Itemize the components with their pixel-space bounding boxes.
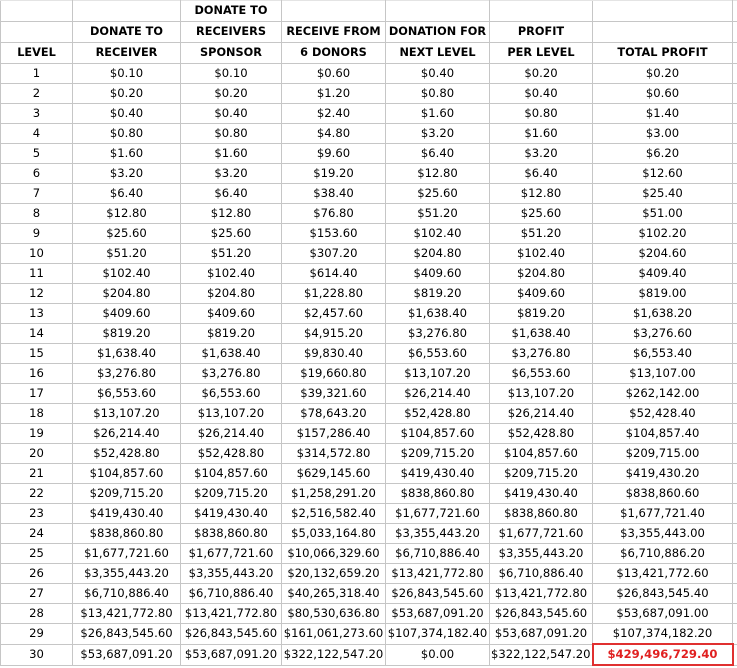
table-row	[1, 264, 737, 284]
donate-receiver-cell[interactable]: $0.80	[73, 124, 181, 144]
receive-donors-cell[interactable]: $19.20	[282, 164, 386, 184]
table-row	[1, 224, 737, 244]
level-cell[interactable]: 28	[1, 604, 73, 624]
receive-donors-cell[interactable]: $1,228.80	[282, 284, 386, 304]
next-level-cell[interactable]: $26,843,545.60	[386, 584, 490, 604]
next-level-cell[interactable]: $6,710,886.40	[386, 544, 490, 564]
next-level-cell[interactable]: $409.60	[386, 264, 490, 284]
empty-cell[interactable]	[733, 644, 737, 665]
total-profit-cell[interactable]: $409.40	[593, 264, 733, 284]
table-row	[1, 124, 737, 144]
total-profit-cell[interactable]: $3,355,443.00	[593, 524, 733, 544]
header-cell[interactable]: PER LEVEL	[490, 43, 593, 64]
level-cell[interactable]: 12	[1, 284, 73, 304]
next-level-cell[interactable]: $12.80	[386, 164, 490, 184]
donate-sponsor-cell[interactable]: $6,553.60	[181, 384, 282, 404]
total-profit-cell[interactable]: $53,687,091.00	[593, 604, 733, 624]
empty-cell[interactable]	[733, 104, 737, 124]
empty-cell[interactable]	[733, 524, 737, 544]
level-cell[interactable]: 27	[1, 584, 73, 604]
receive-donors-cell[interactable]: $2,457.60	[282, 304, 386, 324]
profit-per-level-cell[interactable]: $53,687,091.20	[490, 624, 593, 645]
table-row	[1, 184, 737, 204]
donate-receiver-cell[interactable]: $13,421,772.80	[73, 604, 181, 624]
profit-per-level-cell[interactable]: $26,214.40	[490, 404, 593, 424]
empty-cell[interactable]	[733, 604, 737, 624]
donate-sponsor-cell[interactable]: $25.60	[181, 224, 282, 244]
header-cell[interactable]: RECEIVE FROM	[282, 22, 386, 43]
donate-sponsor-cell[interactable]: $0.80	[181, 124, 282, 144]
donate-sponsor-cell[interactable]: $838,860.80	[181, 524, 282, 544]
level-cell[interactable]: 20	[1, 444, 73, 464]
header-cell[interactable]	[1, 22, 73, 43]
donate-sponsor-cell[interactable]: $51.20	[181, 244, 282, 264]
receive-donors-cell[interactable]: $20,132,659.20	[282, 564, 386, 584]
donate-receiver-cell[interactable]: $419,430.40	[73, 504, 181, 524]
empty-cell[interactable]	[733, 84, 737, 104]
next-level-cell[interactable]: $1.60	[386, 104, 490, 124]
table-row	[1, 344, 737, 364]
level-cell[interactable]: 9	[1, 224, 73, 244]
empty-cell[interactable]	[733, 224, 737, 244]
next-level-cell[interactable]: $26,214.40	[386, 384, 490, 404]
donate-receiver-cell[interactable]: $3,276.80	[73, 364, 181, 384]
next-level-cell[interactable]: $204.80	[386, 244, 490, 264]
donate-receiver-cell[interactable]: $1,638.40	[73, 344, 181, 364]
total-profit-cell[interactable]: $204.60	[593, 244, 733, 264]
profit-per-level-cell[interactable]: $1.60	[490, 124, 593, 144]
header-cell[interactable]: DONATE TO	[181, 1, 282, 22]
donate-receiver-cell[interactable]: $3.20	[73, 164, 181, 184]
donate-sponsor-cell[interactable]: $1,677,721.60	[181, 544, 282, 564]
profit-per-level-cell[interactable]: $6.40	[490, 164, 593, 184]
table-row	[1, 484, 737, 504]
empty-cell[interactable]	[733, 544, 737, 564]
donate-sponsor-cell[interactable]: $1,638.40	[181, 344, 282, 364]
table-header	[1, 1, 737, 64]
next-level-cell[interactable]: $209,715.20	[386, 444, 490, 464]
donate-sponsor-cell[interactable]: $53,687,091.20	[181, 644, 282, 665]
header-cell[interactable]: DONATE TO	[73, 22, 181, 43]
receive-donors-cell[interactable]: $322,122,547.20	[282, 644, 386, 665]
table-row	[1, 104, 737, 124]
level-cell[interactable]: 18	[1, 404, 73, 424]
receive-donors-cell[interactable]: $40,265,318.40	[282, 584, 386, 604]
total-profit-header[interactable]: TOTAL PROFIT	[593, 43, 733, 64]
header-cell[interactable]: NEXT LEVEL	[386, 43, 490, 64]
profit-per-level-cell[interactable]: $419,430.40	[490, 484, 593, 504]
donate-sponsor-cell[interactable]: $0.40	[181, 104, 282, 124]
empty-cell[interactable]	[733, 424, 737, 444]
total-profit-cell[interactable]: $819.00	[593, 284, 733, 304]
profit-per-level-cell[interactable]: $12.80	[490, 184, 593, 204]
donate-sponsor-cell[interactable]: $102.40	[181, 264, 282, 284]
donate-sponsor-cell[interactable]: $1.60	[181, 144, 282, 164]
table-row	[1, 284, 737, 304]
next-level-cell[interactable]: $104,857.60	[386, 424, 490, 444]
donate-receiver-cell[interactable]: $0.40	[73, 104, 181, 124]
donate-receiver-cell[interactable]: $204.80	[73, 284, 181, 304]
donate-receiver-cell[interactable]: $26,843,545.60	[73, 624, 181, 645]
donate-receiver-cell[interactable]: $209,715.20	[73, 484, 181, 504]
total-profit-cell[interactable]: $12.60	[593, 164, 733, 184]
next-level-cell[interactable]: $3,276.80	[386, 324, 490, 344]
empty-cell[interactable]	[733, 264, 737, 284]
header-cell[interactable]	[733, 1, 737, 22]
empty-cell[interactable]	[733, 144, 737, 164]
receive-donors-cell[interactable]: $4,915.20	[282, 324, 386, 344]
level-cell[interactable]: 7	[1, 184, 73, 204]
level-cell[interactable]: 3	[1, 104, 73, 124]
profit-per-level-cell[interactable]: $3,355,443.20	[490, 544, 593, 564]
level-header[interactable]: LEVEL	[1, 43, 73, 64]
empty-cell[interactable]	[733, 324, 737, 344]
total-profit-cell[interactable]: $51.00	[593, 204, 733, 224]
next-level-cell[interactable]: $102.40	[386, 224, 490, 244]
next-level-cell[interactable]: $0.00	[386, 644, 490, 665]
empty-cell[interactable]	[733, 404, 737, 424]
empty-cell[interactable]	[733, 244, 737, 264]
empty-cell[interactable]	[733, 364, 737, 384]
table-row	[1, 324, 737, 344]
header-cell[interactable]: RECEIVERS	[181, 22, 282, 43]
donate-receiver-cell[interactable]: $1,677,721.60	[73, 544, 181, 564]
empty-cell[interactable]	[733, 584, 737, 604]
donate-receiver-cell[interactable]: $6.40	[73, 184, 181, 204]
next-level-cell[interactable]: $13,107.20	[386, 364, 490, 384]
profit-per-level-cell[interactable]: $13,421,772.80	[490, 584, 593, 604]
profit-per-level-cell[interactable]: $209,715.20	[490, 464, 593, 484]
empty-cell[interactable]	[733, 384, 737, 404]
level-cell[interactable]: 30	[1, 644, 73, 665]
donate-receiver-cell[interactable]: $53,687,091.20	[73, 644, 181, 665]
empty-cell[interactable]	[733, 464, 737, 484]
empty-cell[interactable]	[733, 284, 737, 304]
header-cell[interactable]	[733, 22, 737, 43]
donate-sponsor-cell[interactable]: $3,276.80	[181, 364, 282, 384]
header-cell[interactable]: SPONSOR	[181, 43, 282, 64]
receive-donors-cell[interactable]: $9,830.40	[282, 344, 386, 364]
header-cell[interactable]: 6 DONORS	[282, 43, 386, 64]
profit-per-level-cell[interactable]: $52,428.80	[490, 424, 593, 444]
donate-sponsor-cell[interactable]: $104,857.60	[181, 464, 282, 484]
total-profit-cell[interactable]: $1,638.20	[593, 304, 733, 324]
table-body	[1, 64, 737, 666]
donate-receiver-cell[interactable]: $0.10	[73, 64, 181, 84]
donate-receiver-cell[interactable]: $104,857.60	[73, 464, 181, 484]
donate-receiver-cell[interactable]: $0.20	[73, 84, 181, 104]
donate-receiver-cell[interactable]: $3,355,443.20	[73, 564, 181, 584]
profit-per-level-cell[interactable]: $0.40	[490, 84, 593, 104]
receive-donors-cell[interactable]: $9.60	[282, 144, 386, 164]
receive-donors-cell[interactable]: $2,516,582.40	[282, 504, 386, 524]
level-cell[interactable]: 21	[1, 464, 73, 484]
next-level-cell[interactable]: $25.60	[386, 184, 490, 204]
total-profit-cell[interactable]: $0.60	[593, 84, 733, 104]
level-cell[interactable]: 8	[1, 204, 73, 224]
total-profit-cell[interactable]: $104,857.40	[593, 424, 733, 444]
donate-receiver-cell[interactable]: $13,107.20	[73, 404, 181, 424]
table-row	[1, 384, 737, 404]
level-cell[interactable]: 1	[1, 64, 73, 84]
receive-donors-cell[interactable]: $314,572.80	[282, 444, 386, 464]
header-cell[interactable]	[593, 1, 733, 22]
profit-per-level-cell[interactable]: $0.20	[490, 64, 593, 84]
table-row	[1, 424, 737, 444]
profit-per-level-cell[interactable]: $409.60	[490, 284, 593, 304]
donate-sponsor-cell[interactable]: $3,355,443.20	[181, 564, 282, 584]
profit-per-level-cell[interactable]: $6,710,886.40	[490, 564, 593, 584]
table-row	[1, 644, 737, 665]
next-level-cell[interactable]: $6.40	[386, 144, 490, 164]
level-cell[interactable]: 11	[1, 264, 73, 284]
empty-cell[interactable]	[733, 164, 737, 184]
receive-donors-cell[interactable]: $80,530,636.80	[282, 604, 386, 624]
profit-per-level-cell[interactable]: $1,638.40	[490, 324, 593, 344]
level-cell[interactable]: 16	[1, 364, 73, 384]
level-cell[interactable]: 4	[1, 124, 73, 144]
next-level-cell[interactable]: $1,677,721.60	[386, 504, 490, 524]
empty-cell[interactable]	[733, 124, 737, 144]
donate-sponsor-cell[interactable]: $419,430.40	[181, 504, 282, 524]
level-cell[interactable]: 14	[1, 324, 73, 344]
profit-per-level-cell[interactable]: $13,107.20	[490, 384, 593, 404]
donate-sponsor-cell[interactable]: $52,428.80	[181, 444, 282, 464]
receive-donors-cell[interactable]: $153.60	[282, 224, 386, 244]
total-profit-cell[interactable]: $6.20	[593, 144, 733, 164]
profit-per-level-cell[interactable]: $3.20	[490, 144, 593, 164]
receive-donors-cell[interactable]: $2.40	[282, 104, 386, 124]
receive-donors-cell[interactable]: $19,660.80	[282, 364, 386, 384]
donate-sponsor-cell[interactable]: $204.80	[181, 284, 282, 304]
total-profit-cell[interactable]: $419,430.20	[593, 464, 733, 484]
total-profit-cell[interactable]: $3.00	[593, 124, 733, 144]
next-level-cell[interactable]: $6,553.60	[386, 344, 490, 364]
header-cell[interactable]	[490, 1, 593, 22]
total-profit-cell[interactable]: $26,843,545.40	[593, 584, 733, 604]
donate-sponsor-cell[interactable]: $13,107.20	[181, 404, 282, 424]
level-cell[interactable]: 10	[1, 244, 73, 264]
table-row	[1, 624, 737, 645]
receive-donors-cell[interactable]: $307.20	[282, 244, 386, 264]
next-level-cell[interactable]: $3,355,443.20	[386, 524, 490, 544]
donate-sponsor-cell[interactable]: $13,421,772.80	[181, 604, 282, 624]
profit-per-level-cell[interactable]: $1,677,721.60	[490, 524, 593, 544]
profit-per-level-cell[interactable]: $838,860.80	[490, 504, 593, 524]
receive-donors-cell[interactable]: $39,321.60	[282, 384, 386, 404]
profit-per-level-cell[interactable]: $819.20	[490, 304, 593, 324]
next-level-cell[interactable]: $1,638.40	[386, 304, 490, 324]
table-row	[1, 144, 737, 164]
total-profit-cell[interactable]: $1,677,721.40	[593, 504, 733, 524]
empty-cell[interactable]	[733, 624, 737, 645]
table-row	[1, 64, 737, 84]
level-cell[interactable]: 23	[1, 504, 73, 524]
empty-cell[interactable]	[733, 484, 737, 504]
next-level-cell[interactable]: $3.20	[386, 124, 490, 144]
donate-sponsor-cell[interactable]: $12.80	[181, 204, 282, 224]
total-profit-cell[interactable]: $0.20	[593, 64, 733, 84]
donate-receiver-cell[interactable]: $6,710,886.40	[73, 584, 181, 604]
profit-per-level-cell[interactable]: $3,276.80	[490, 344, 593, 364]
donate-sponsor-cell[interactable]: $26,214.40	[181, 424, 282, 444]
table-row	[1, 544, 737, 564]
next-level-cell[interactable]: $52,428.80	[386, 404, 490, 424]
empty-cell[interactable]	[733, 504, 737, 524]
level-cell[interactable]: 24	[1, 524, 73, 544]
donate-receiver-cell[interactable]: $52,428.80	[73, 444, 181, 464]
empty-cell[interactable]	[733, 184, 737, 204]
next-level-cell[interactable]: $0.80	[386, 84, 490, 104]
total-profit-cell[interactable]: $107,374,182.20	[593, 624, 733, 645]
receive-donors-cell[interactable]: $1,258,291.20	[282, 484, 386, 504]
donate-sponsor-cell[interactable]: $6,710,886.40	[181, 584, 282, 604]
total-profit-cell[interactable]: $13,107.00	[593, 364, 733, 384]
header-cell[interactable]: PROFIT	[490, 22, 593, 43]
donate-receiver-cell[interactable]: $25.60	[73, 224, 181, 244]
empty-cell[interactable]	[733, 444, 737, 464]
table-row	[1, 604, 737, 624]
profit-per-level-cell[interactable]: $102.40	[490, 244, 593, 264]
next-level-cell[interactable]: $419,430.40	[386, 464, 490, 484]
receive-donors-cell[interactable]: $5,033,164.80	[282, 524, 386, 544]
level-cell[interactable]: 17	[1, 384, 73, 404]
header-cell[interactable]	[282, 1, 386, 22]
table-row	[1, 564, 737, 584]
empty-cell[interactable]	[733, 64, 737, 84]
profit-per-level-cell[interactable]: $25.60	[490, 204, 593, 224]
donate-sponsor-cell[interactable]: $6.40	[181, 184, 282, 204]
total-profit-cell[interactable]: $25.40	[593, 184, 733, 204]
next-level-cell[interactable]: $13,421,772.80	[386, 564, 490, 584]
total-profit-cell[interactable]: $6,553.40	[593, 344, 733, 364]
level-cell[interactable]: 25	[1, 544, 73, 564]
donate-sponsor-cell[interactable]: $819.20	[181, 324, 282, 344]
total-profit-cell[interactable]: $102.20	[593, 224, 733, 244]
header-cell[interactable]	[593, 22, 733, 43]
total-profit-highlight-cell[interactable]: $429,496,729.40	[593, 644, 733, 665]
receive-donors-cell[interactable]: $0.60	[282, 64, 386, 84]
total-profit-cell[interactable]: $1.40	[593, 104, 733, 124]
header-cell[interactable]	[733, 43, 737, 64]
next-level-cell[interactable]: $819.20	[386, 284, 490, 304]
table-row	[1, 304, 737, 324]
total-profit-cell[interactable]: $262,142.00	[593, 384, 733, 404]
level-cell[interactable]: 13	[1, 304, 73, 324]
total-profit-cell[interactable]: $3,276.60	[593, 324, 733, 344]
header-cell[interactable]	[73, 1, 181, 22]
receive-donors-cell[interactable]: $78,643.20	[282, 404, 386, 424]
table-row	[1, 164, 737, 184]
table-row	[1, 584, 737, 604]
profit-per-level-cell[interactable]: $26,843,545.60	[490, 604, 593, 624]
profit-per-level-cell[interactable]: $104,857.60	[490, 444, 593, 464]
next-level-cell[interactable]: $53,687,091.20	[386, 604, 490, 624]
profit-per-level-cell[interactable]: $6,553.60	[490, 364, 593, 384]
donate-sponsor-cell[interactable]: $3.20	[181, 164, 282, 184]
donate-receiver-cell[interactable]: $26,214.40	[73, 424, 181, 444]
table-row	[1, 84, 737, 104]
total-profit-cell[interactable]: $6,710,886.20	[593, 544, 733, 564]
donate-sponsor-cell[interactable]: $0.10	[181, 64, 282, 84]
empty-cell[interactable]	[733, 564, 737, 584]
table-row	[1, 364, 737, 384]
receive-donors-cell[interactable]: $161,061,273.60	[282, 624, 386, 645]
empty-cell[interactable]	[733, 304, 737, 324]
header-cell[interactable]	[386, 1, 490, 22]
total-profit-cell[interactable]: $838,860.60	[593, 484, 733, 504]
donate-sponsor-cell[interactable]: $209,715.20	[181, 484, 282, 504]
level-cell[interactable]: 29	[1, 624, 73, 645]
donate-receiver-cell[interactable]: $51.20	[73, 244, 181, 264]
receive-donors-cell[interactable]: $157,286.40	[282, 424, 386, 444]
table-row	[1, 464, 737, 484]
receive-donors-cell[interactable]: $614.40	[282, 264, 386, 284]
donate-receiver-cell[interactable]: $409.60	[73, 304, 181, 324]
table-row	[1, 524, 737, 544]
next-level-cell[interactable]: $0.40	[386, 64, 490, 84]
receive-donors-cell[interactable]: $10,066,329.60	[282, 544, 386, 564]
total-profit-cell[interactable]: $52,428.40	[593, 404, 733, 424]
next-level-cell[interactable]: $107,374,182.40	[386, 624, 490, 645]
donate-receiver-cell[interactable]: $102.40	[73, 264, 181, 284]
donate-receiver-cell[interactable]: $819.20	[73, 324, 181, 344]
receive-donors-cell[interactable]: $76.80	[282, 204, 386, 224]
receive-donors-cell[interactable]: $38.40	[282, 184, 386, 204]
empty-cell[interactable]	[733, 344, 737, 364]
donate-receiver-cell[interactable]: $6,553.60	[73, 384, 181, 404]
donate-sponsor-cell[interactable]: $0.20	[181, 84, 282, 104]
next-level-cell[interactable]: $51.20	[386, 204, 490, 224]
receive-donors-cell[interactable]: $4.80	[282, 124, 386, 144]
next-level-cell[interactable]: $838,860.80	[386, 484, 490, 504]
total-profit-cell[interactable]: $13,421,772.60	[593, 564, 733, 584]
donate-sponsor-cell[interactable]: $26,843,545.60	[181, 624, 282, 645]
receive-donors-cell[interactable]: $1.20	[282, 84, 386, 104]
donate-receiver-cell[interactable]: $12.80	[73, 204, 181, 224]
header-cell[interactable]	[1, 1, 73, 22]
table-row	[1, 204, 737, 224]
table-row	[1, 404, 737, 424]
profit-per-level-cell[interactable]: $204.80	[490, 264, 593, 284]
donate-sponsor-cell[interactable]: $409.60	[181, 304, 282, 324]
profit-per-level-cell[interactable]: $51.20	[490, 224, 593, 244]
header-cell[interactable]: RECEIVER	[73, 43, 181, 64]
level-cell[interactable]: 15	[1, 344, 73, 364]
table-row	[1, 244, 737, 264]
profit-per-level-cell[interactable]: $0.80	[490, 104, 593, 124]
empty-cell[interactable]	[733, 204, 737, 224]
level-cell[interactable]: 5	[1, 144, 73, 164]
table-row	[1, 444, 737, 464]
level-cell[interactable]: 2	[1, 84, 73, 104]
donate-receiver-cell[interactable]: $1.60	[73, 144, 181, 164]
total-profit-cell[interactable]: $209,715.00	[593, 444, 733, 464]
level-cell[interactable]: 22	[1, 484, 73, 504]
header-cell[interactable]: DONATION FOR	[386, 22, 490, 43]
level-cell[interactable]: 6	[1, 164, 73, 184]
level-cell[interactable]: 26	[1, 564, 73, 584]
receive-donors-cell[interactable]: $629,145.60	[282, 464, 386, 484]
donate-receiver-cell[interactable]: $838,860.80	[73, 524, 181, 544]
level-cell[interactable]: 19	[1, 424, 73, 444]
profit-per-level-cell[interactable]: $322,122,547.20	[490, 644, 593, 665]
table-row	[1, 504, 737, 524]
